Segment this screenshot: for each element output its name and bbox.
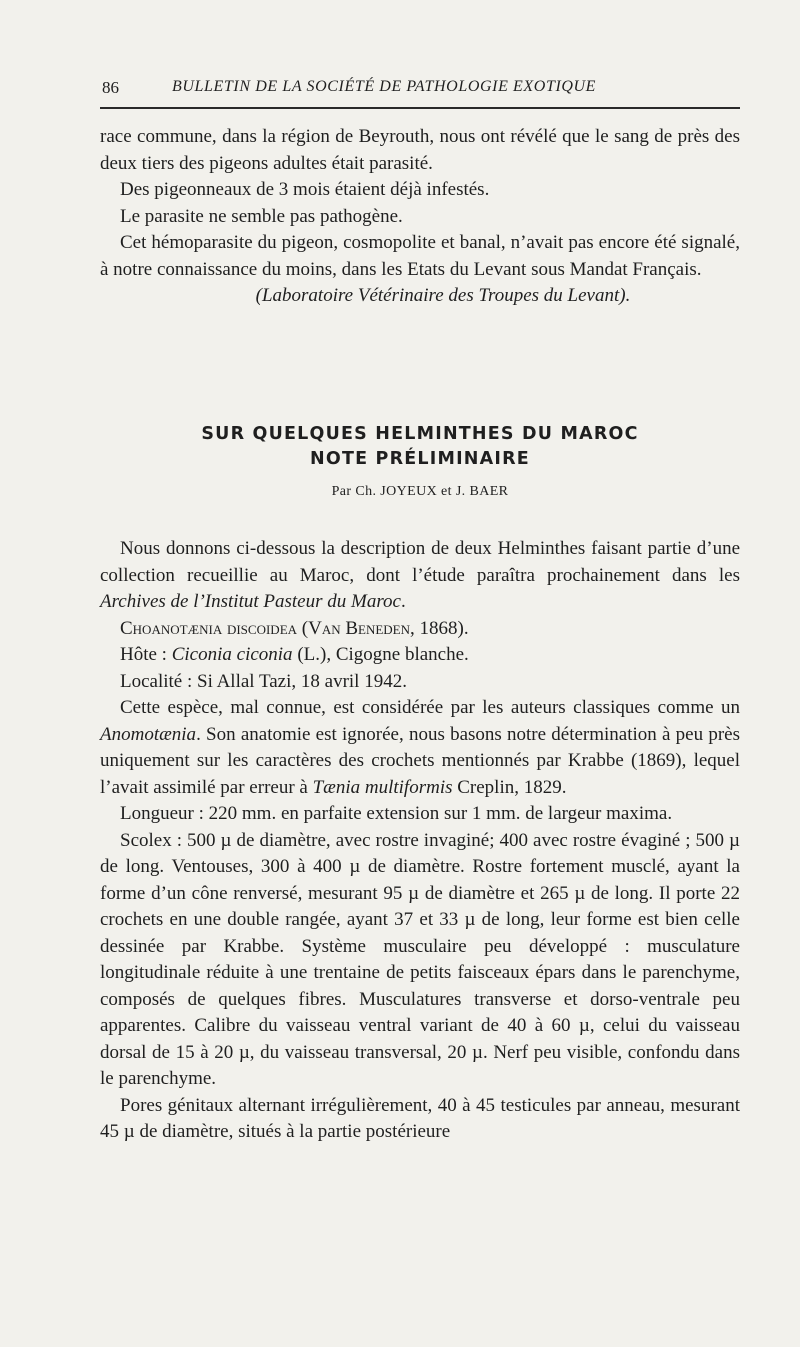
paragraph: Le parasite ne semble pas pathogène. <box>120 205 403 227</box>
paragraph-length: Longueur : 220 mm. en parfaite extension sur 1 mm. de largeur maxima. <box>120 803 673 824</box>
running-title: BULLETIN DE LA SOCIÉTÉ DE PATHOLOGIE EXOTIQUE <box>172 78 597 95</box>
paragraph-pores: Pores génitaux alternant irrégulièrement, 40 à 45 testicules par anneau, mesurant 45 µ de diamètre, situés à la partie postérieure <box>100 1094 740 1142</box>
paragraph-scolex: Scolex : 500 µ de diamètre, avec rostre invaginé; 400 avec rostre évaginé ; 500 µ de long. Ventouses, 300 à 400 µ de diamètre. Rostre fortement musclé, ayant la forme d’un cône renversé, mesurant 95 µ de diamètre et 265 µ de long. Il porte 22 crochets en une double rangée, ayant 37 et 33 µ de long, leur forme est bien celle dessinée par Krabbe. Système musculaire peu développé : musculature longitudinale réduite à une trentaine de petits faisceaux épars dans le parenchyme, composés de quelques fibres. Musculatures transverse et dorso-ventrale peu apparentes. Calibre du vaisseau ventral variant de 40 à 60 µ, celui du vaisseau dorsal de 15 à 20 µ, du vaisseau transversal, 20 µ. Nerf peu visible, confondu dans le parenchyme. <box>100 829 740 1089</box>
article-body <box>100 536 740 1146</box>
note-text: . Son anatomie est ignorée, nous basons notre détermination à peu près uniquement sur les caractères des crochets mentionnés par Krabbe (1869), lequel l’avait assimilé par erreur à <box>100 723 740 798</box>
paragraph-intro <box>100 536 740 616</box>
intro-end: . <box>400 591 406 612</box>
paragraph: Des pigeonneaux de 3 mois étaient déjà infestés. <box>120 179 490 200</box>
note-text: Creplin, 1829. <box>452 776 567 798</box>
locality-line: Localité : Si Allal Tazi, 18 avril 1942. <box>120 670 407 692</box>
page-number: 86 <box>102 78 119 97</box>
note-text: Cette espèce, mal connue, est considérée par les auteurs classiques comme un <box>120 697 740 718</box>
paragraph: Cet hémoparasite du pigeon, cosmopolite et banal, n’avait pas encore été signalé, à notre connaissance du moins, dans les Etats du Levant sous Mandat Français. <box>100 232 740 280</box>
species-name: Tænia multiformis <box>312 776 453 798</box>
article-title-line: SUR QUELQUES HELMINTHES DU MAROC <box>201 424 639 444</box>
host-species: Ciconia ciconia <box>171 644 293 665</box>
host-label: Hôte : <box>120 644 172 665</box>
species-heading: Choanotænia discoidea (Van Beneden, 1868). <box>120 617 469 639</box>
previous-article-text <box>100 124 740 310</box>
header-rule <box>100 107 740 109</box>
laboratory-signoff: (Laboratoire Vétérinaire des Troupes du Levant). <box>255 285 631 306</box>
page-header <box>100 78 740 104</box>
article-subtitle: NOTE PRÉLIMINAIRE <box>310 449 530 469</box>
article-title <box>100 422 740 472</box>
host-rest: (L.), Cigogne blanche. <box>292 644 469 665</box>
host-line <box>100 642 740 669</box>
journal-reference: Archives de l’Institut Pasteur du Maroc <box>100 591 401 612</box>
byline: Par Ch. JOYEUX et J. BAER <box>331 484 509 499</box>
paragraph-species-note <box>100 695 740 801</box>
intro-text: Nous donnons ci-dessous la description de deux Helminthes faisant partie d’une collection recueillie au Maroc, dont l’étude paraîtra prochainement dans les <box>100 538 740 586</box>
genus-name: Anomotænia <box>100 723 197 745</box>
paragraph: race commune, dans la région de Beyrouth, nous ont révélé que le sang de près des deux tiers des pigeons adultes était parasité. <box>100 126 740 174</box>
